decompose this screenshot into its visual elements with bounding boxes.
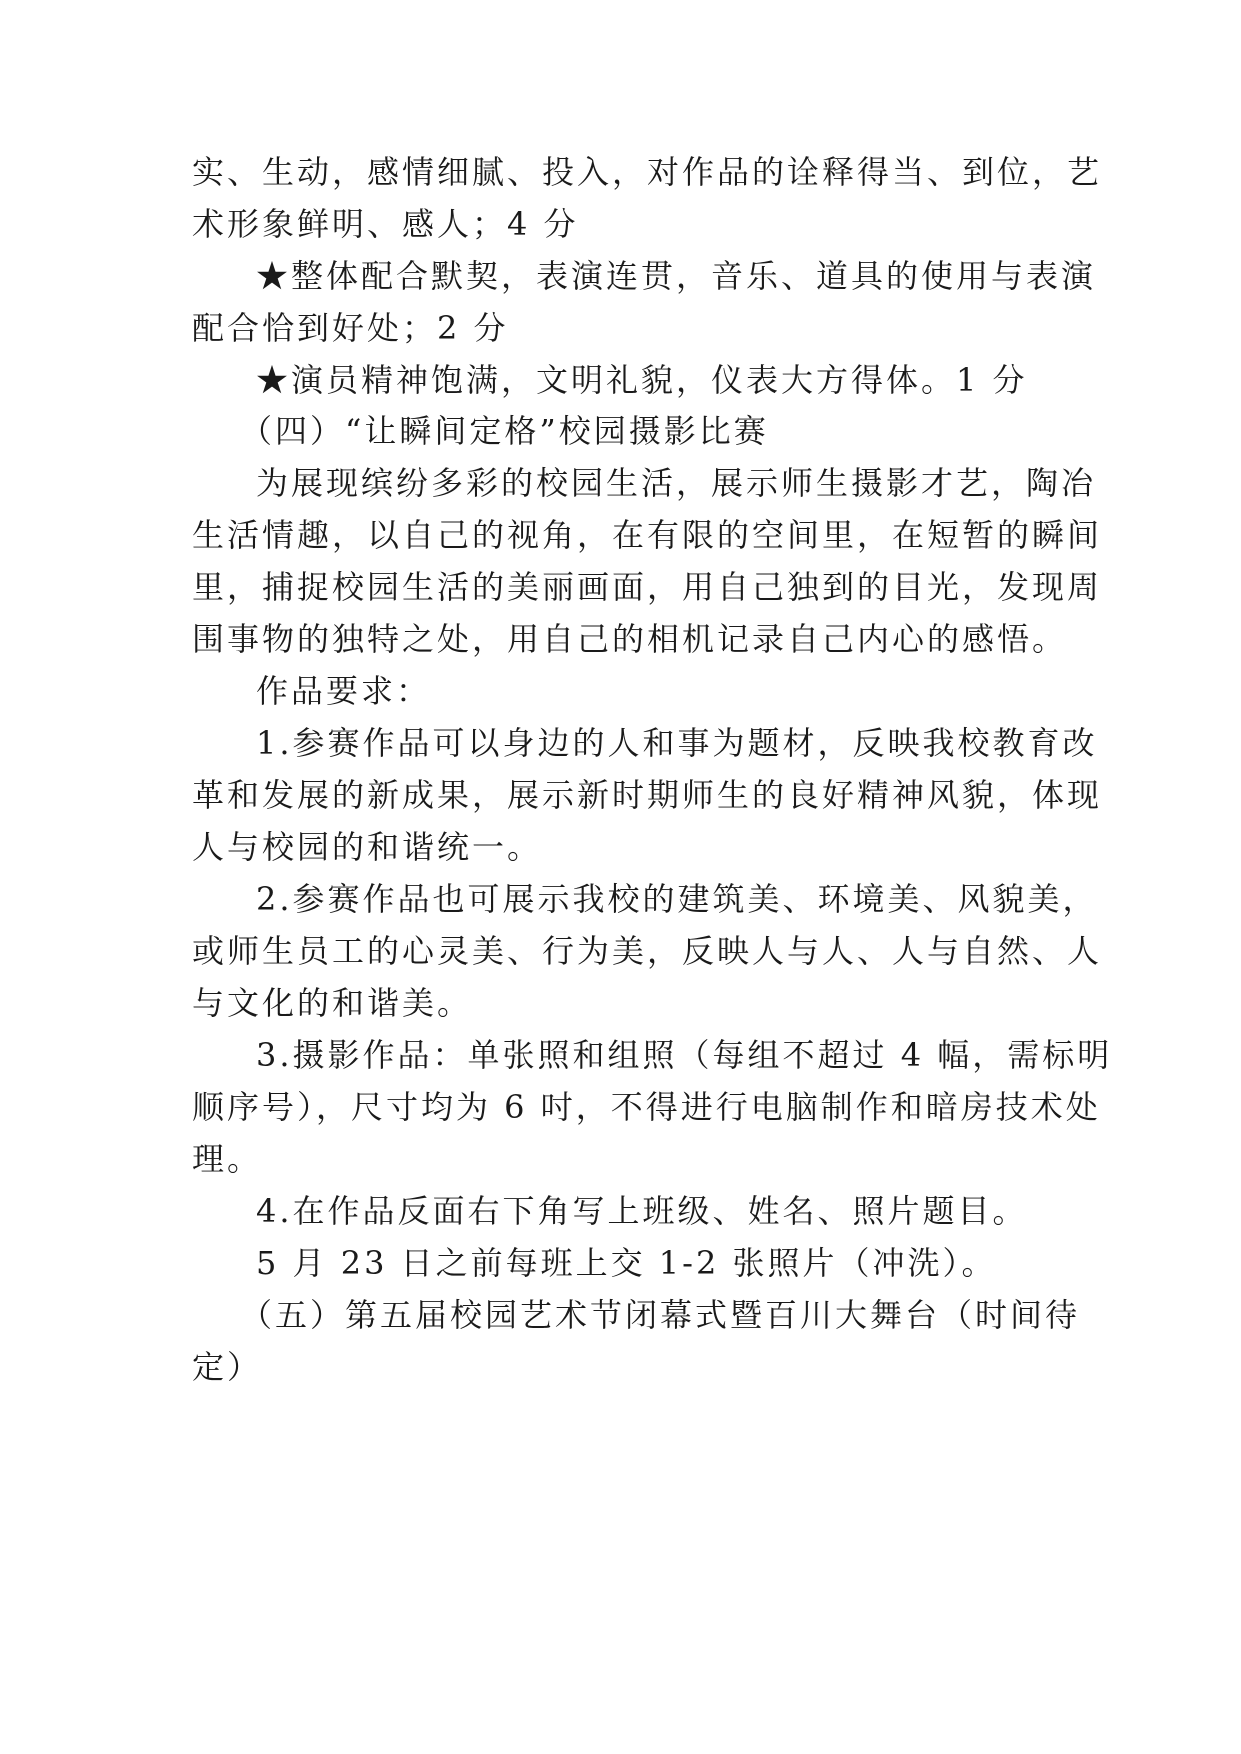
section-heading: （五）第五届校园艺术节闭幕式暨百川大舞台（时间待	[240, 1296, 1081, 1334]
deadline-note: 5 月 23 日之前每班上交 1-2 张照片（冲洗）。	[256, 1244, 997, 1282]
criterion-item: ★演员精神饱满，文明礼貌，仪表大方得体。1 分	[256, 361, 1028, 399]
list-item-continuation: 与文化的和谐美。	[192, 984, 473, 1022]
list-item-continuation: 革和发展的新成果，展示新时期师生的良好精神风貌，体现	[192, 776, 1103, 814]
paragraph-line: 里，捕捉校园生活的美丽画面，用自己独到的目光，发现周	[192, 568, 1103, 606]
list-item: 1.参赛作品可以身边的人和事为题材，反映我校教育改	[256, 724, 1098, 762]
paragraph-line: 为展现缤纷多彩的校园生活，展示师生摄影才艺，陶冶	[256, 464, 1097, 502]
text-line: 配合恰到好处；2 分	[192, 309, 509, 347]
section-heading: （四）“让瞬间定格”校园摄影比赛	[240, 412, 769, 450]
list-item: 2.参赛作品也可展示我校的建筑美、环境美、风貌美，	[256, 880, 1098, 918]
list-item-continuation: 人与校园的和谐统一。	[192, 828, 543, 866]
text-line: 术形象鲜明、感人；4 分	[192, 205, 579, 243]
list-item: 4.在作品反面右下角写上班级、姓名、照片题目。	[256, 1192, 1028, 1230]
subheading: 作品要求：	[256, 672, 432, 710]
list-item-continuation: 顺序号），尺寸均为 6 吋，不得进行电脑制作和暗房技术处	[192, 1088, 1101, 1126]
list-item: 3.摄影作品：单张照和组照（每组不超过 4 幅，需标明	[256, 1036, 1113, 1074]
text-line: 实、生动，感情细腻、投入，对作品的诠释得当、到位，艺	[192, 153, 1103, 191]
paragraph-line: 围事物的独特之处，用自己的相机记录自己内心的感悟。	[192, 620, 1068, 658]
list-item-continuation: 理。	[192, 1140, 263, 1178]
section-heading-continuation: 定）	[192, 1348, 263, 1386]
paragraph-line: 生活情趣，以自己的视角，在有限的空间里，在短暂的瞬间	[192, 516, 1103, 554]
list-item-continuation: 或师生员工的心灵美、行为美，反映人与人、人与自然、人	[192, 932, 1103, 970]
criterion-item: ★整体配合默契，表演连贯，音乐、道具的使用与表演	[256, 257, 1097, 295]
